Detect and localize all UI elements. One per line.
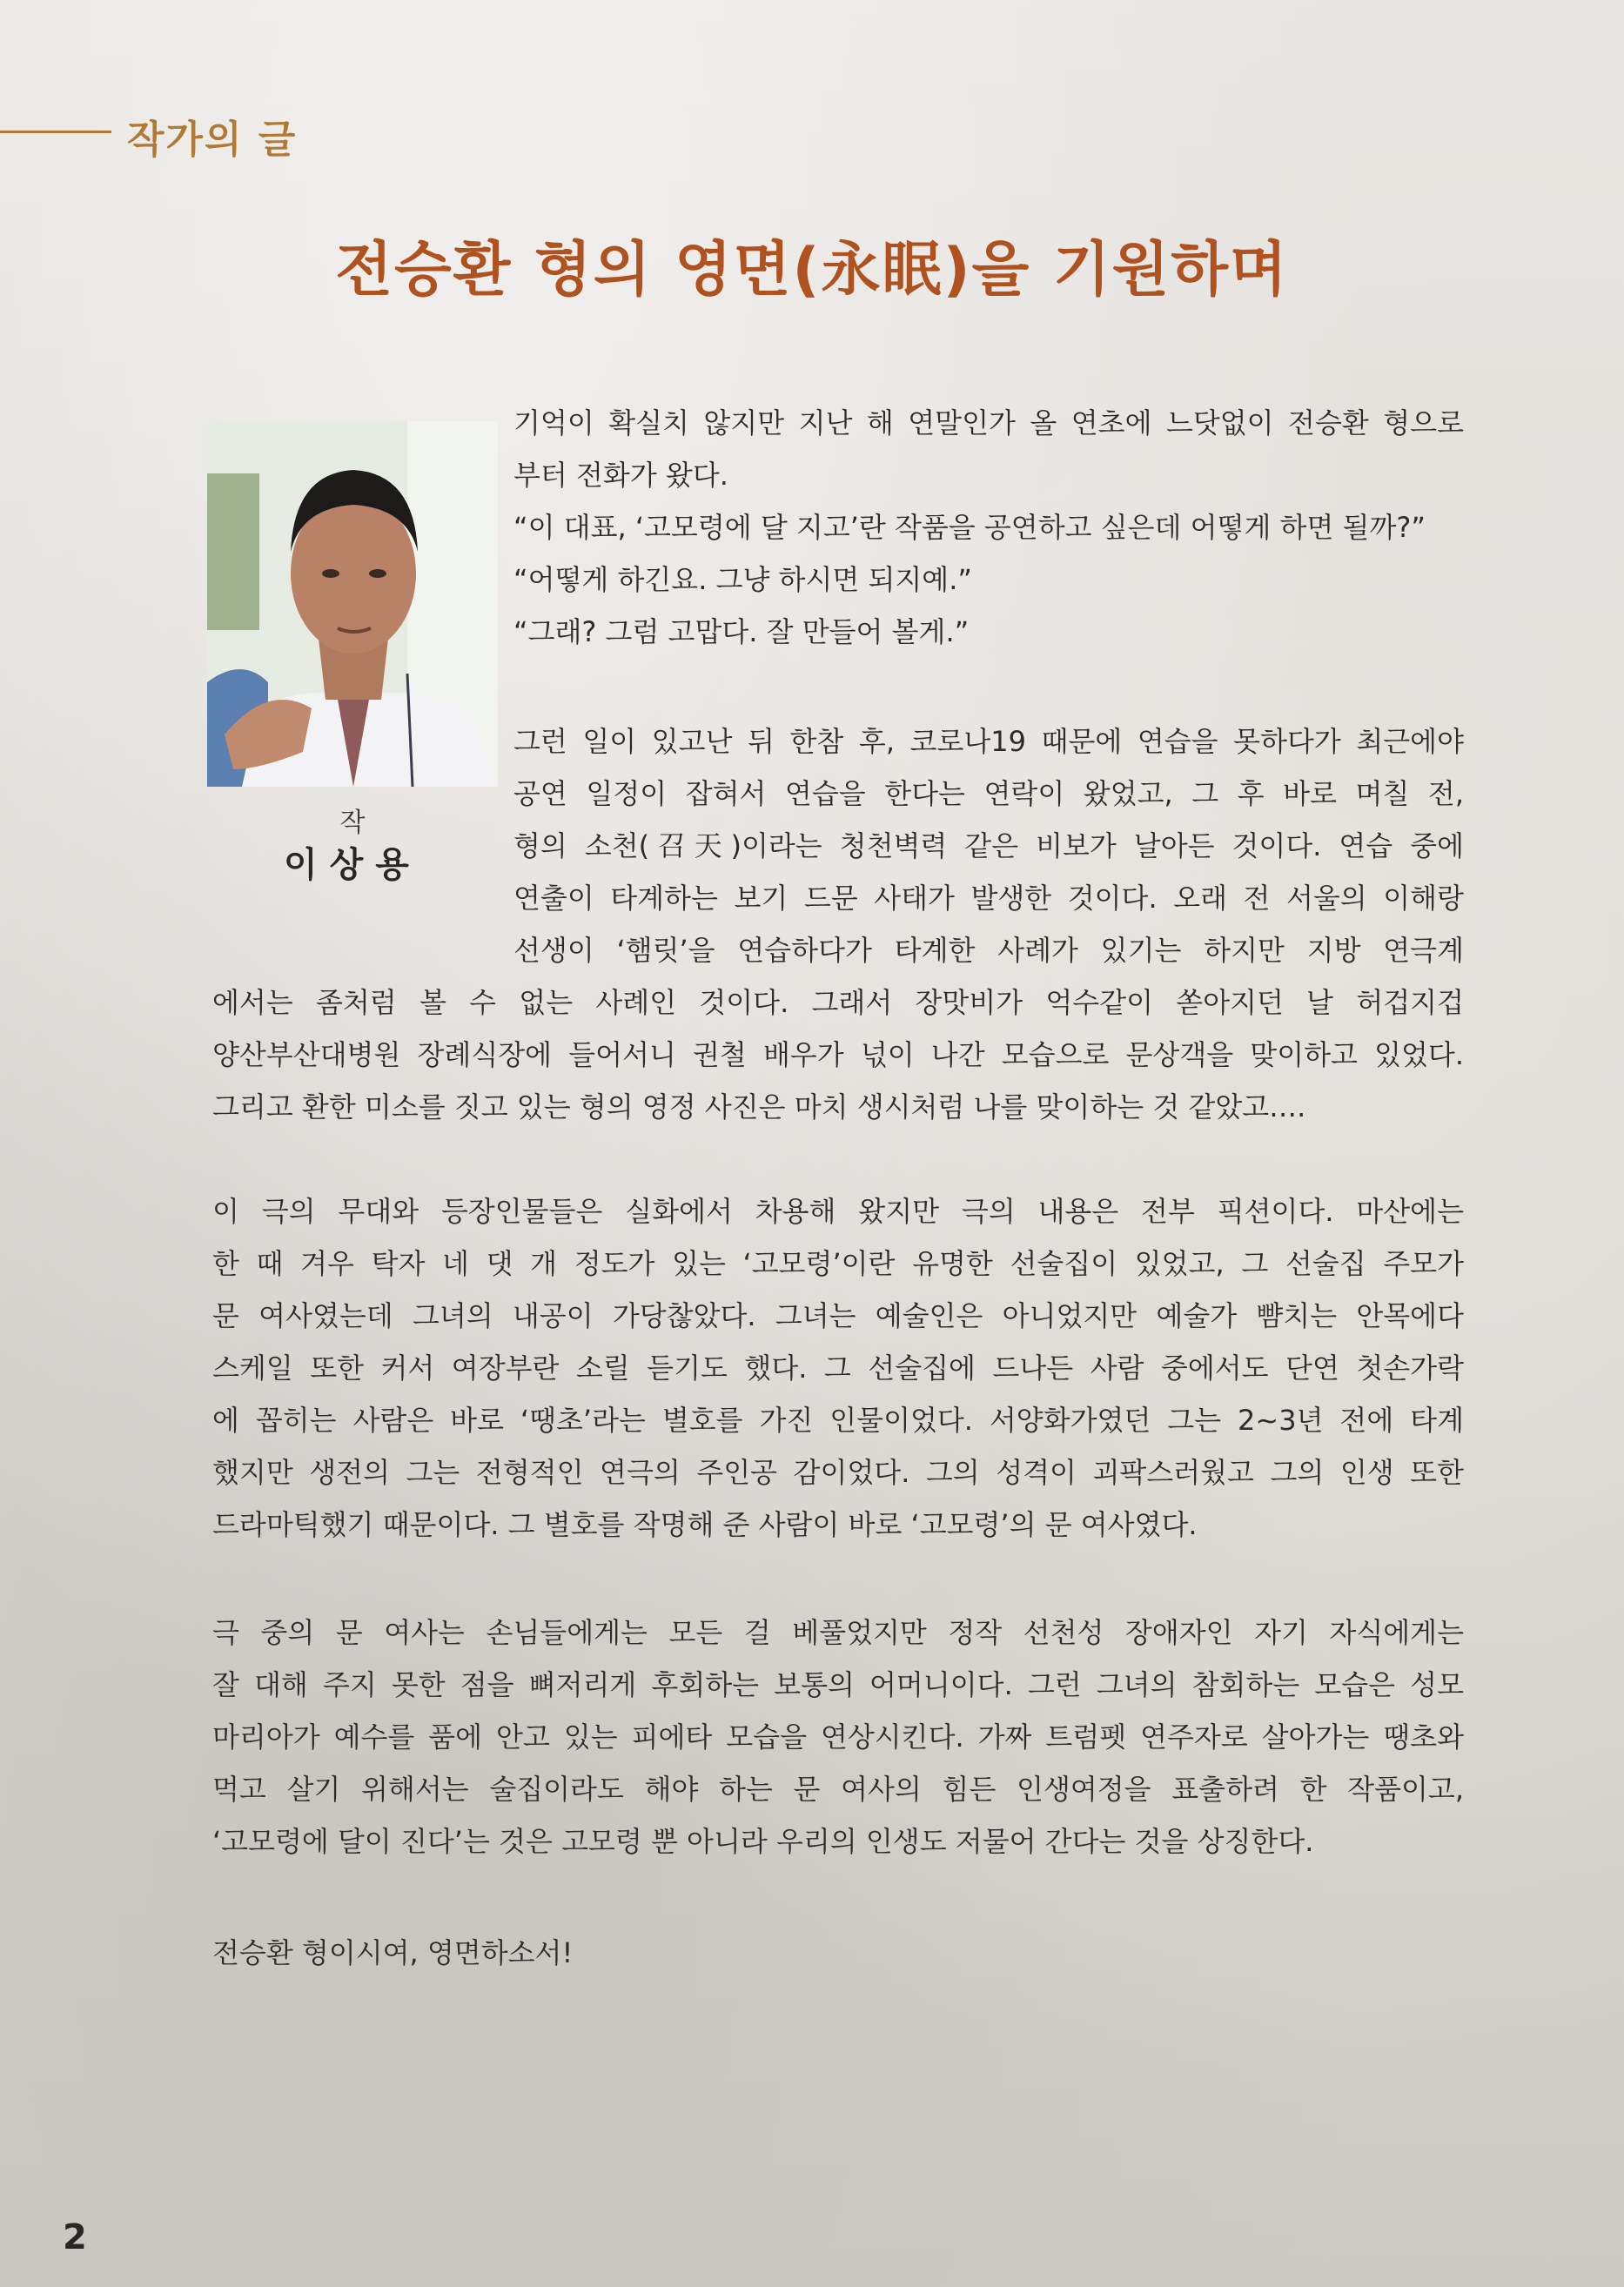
article-title: 전승환 형의 영면(永眠)을 기원하며 [335, 236, 1289, 305]
body-line: 양산부산대병원 장례식장에 들어서니 권철 배우가 넋이 나간 모습으로 문상객을 맞이하고 있었다. [212, 1038, 1464, 1071]
body-line: 선생이 ‘햄릿’을 연습하다가 타계한 사례가 있기는 하지만 지방 연극계 [513, 934, 1464, 967]
body-line: 먹고 살기 위해서는 술집이라도 해야 하는 문 여사의 힘든 인생여정을 표출하려 한 작품이고, [212, 1773, 1464, 1806]
body-line: 극 중의 문 여사는 손님들에게는 모든 걸 베풀었지만 정작 선천성 장애자인 자기 자식에게는 [212, 1616, 1464, 1649]
body-line: 문 여사였는데 그녀의 내공이 가당찮았다. 그녀는 예술인은 아니었지만 예술가 뺨치는 안목에다 [212, 1299, 1464, 1332]
body-line: 에서는 좀처럼 볼 수 없는 사례인 것이다. 그래서 장맛비가 억수같이 쏟아지던 날 허겁지겁 [212, 986, 1464, 1019]
body-line: 잘 대해 주지 못한 점을 뼈저리게 후회하는 보통의 어머니이다. 그런 그녀의 참회하는 모습은 성모 [212, 1668, 1464, 1701]
closing-line: 전승환 형이시여, 영면하소서! [212, 1936, 574, 1969]
body-line: 그리고 환한 미소를 짓고 있는 형의 영정 사진은 마치 생시처럼 나를 맞이하는 것 같았고…. [212, 1090, 1306, 1123]
body-line: 형의 소천(召天)이라는 청천벽력 같은 비보가 날아든 것이다. 연습 중에 [513, 829, 1464, 862]
body-line: 스케일 또한 커서 여장부란 소릴 듣기도 했다. 그 선술집에 드나든 사람 중에서도 단연 첫손가락 [212, 1351, 1464, 1385]
body-line: 기억이 확실치 않지만 지난 해 연말인가 올 연초에 느닷없이 전승환 형으로 [513, 406, 1464, 439]
body-line: 연출이 타계하는 보기 드문 사태가 발생한 것이다. 오래 전 서울의 이해랑 [513, 882, 1464, 915]
author-name: 이상용 [284, 845, 421, 885]
body-line: 공연 일정이 잡혀서 연습을 한다는 연락이 왔었고, 그 후 바로 며칠 전, [513, 777, 1464, 810]
body-line: “어떻게 하긴요. 그냥 하시면 되지예.” [513, 563, 972, 596]
author-photo [207, 421, 498, 787]
section-rule [0, 131, 111, 133]
body-line: 했지만 생전의 그는 전형적인 연극의 주인공 감이었다. 그의 성격이 괴팍스러웠고 그의 인생 또한 [212, 1456, 1464, 1489]
body-line: “그래? 그럼 고맙다. 잘 만들어 볼게.” [513, 615, 970, 648]
body-line: 그런 일이 있고난 뒤 한참 후, 코로나19 때문에 연습을 못하다가 최근에야 [513, 725, 1464, 758]
body-line: “이 대표, ‘고모령에 달 지고’란 작품을 공연하고 싶은데 어떻게 하면 될까?” [513, 511, 1426, 544]
body-line: 한 때 겨우 탁자 네 댓 개 정도가 있는 ‘고모령’이란 유명한 선술집이 있었고, 그 선술집 주모가 [212, 1247, 1464, 1280]
body-line: 이 극의 무대와 등장인물들은 실화에서 차용해 왔지만 극의 내용은 전부 픽션이다. 마산에는 [212, 1195, 1464, 1228]
body-line: 에 꼽히는 사람은 바로 ‘땡초’라는 별호를 가진 인물이었다. 서양화가였던 그는 2~3년 전에 타계 [212, 1404, 1464, 1437]
page-number: 2 [63, 2217, 87, 2257]
body-line: ‘고모령에 달이 진다’는 것은 고모령 뿐 아니라 우리의 인생도 저물어 간다는 것을 상징한다. [212, 1825, 1314, 1858]
body-line: 드라마틱했기 때문이다. 그 별호를 작명해 준 사람이 바로 ‘고모령’의 문 여사였다. [212, 1508, 1198, 1541]
body-line: 부터 전화가 왔다. [513, 459, 728, 492]
author-role: 작 [339, 808, 366, 838]
body-line: 마리아가 예수를 품에 안고 있는 피에타 모습을 연상시킨다. 가짜 트럼펫 연주자로 살아가는 땡초와 [212, 1720, 1464, 1754]
section-label: 작가의 글 [127, 117, 298, 162]
